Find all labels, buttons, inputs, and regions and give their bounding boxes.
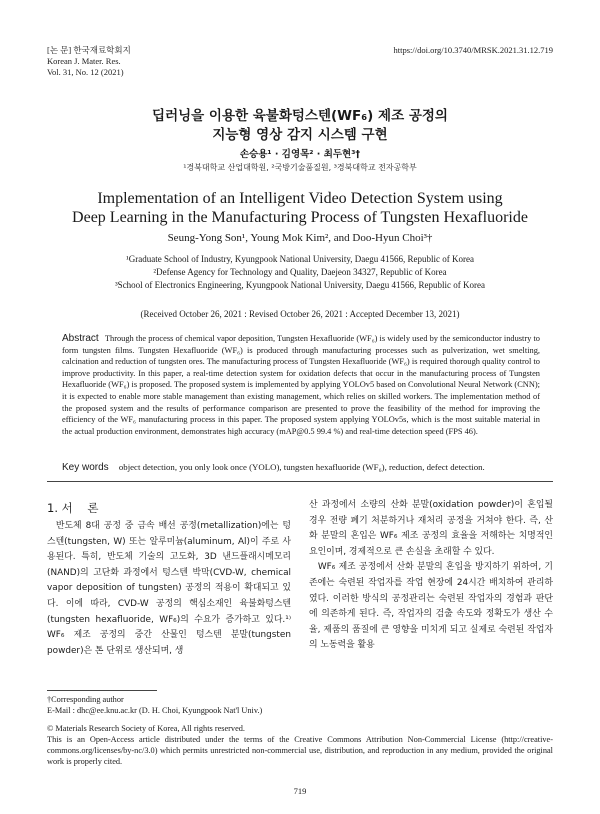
korean-title-line2: 지능형 영상 감지 시스템 구현 (212, 127, 388, 143)
body-paragraph: 반도체 8대 공정 중 금속 배선 공정(metallization)에는 텅스텐(tungsten, W) 또는 알루미늄(aluminum, Al)이 주로 사용된다. 특히, 반도체 기술의 고도화, 3D 낸드플래시메모리(NAND)의 고단화 과정에서 텅스텐 박막(CVD-W, chemical vapor deposition of tungsten) 공정의 적용이 확대되고 있다. 이에 따라, CVD-W 공정의 핵심소재인 육불화텅스텐(tungsten hexafluoride, WF₆)의 수요가 증가하고 있다.¹⁾ WF₆ 제조 공정의 중간 산물인 텅스텐 분말(tungsten powder)은 톤 단위로 생산되며, 생 (47, 521, 291, 656)
footnote (47, 694, 262, 716)
copyright-notice (47, 723, 553, 767)
english-affiliation-2: ²Defense Agency for Technology and Quality, Daejeon 34327, Republic of Korea (153, 267, 447, 277)
journal-volume: Vol. 31, No. 12 (2021) (47, 67, 124, 77)
english-affiliation-3: ³School of Electronics Engineering, Kyungpook National University, Daegu 41566, Republic of Korea (114, 280, 486, 290)
body-paragraph: WF₆ 제조 공정에서 산화 분말의 혼입을 방지하기 위하여, 기존에는 숙련된 작업자를 작업 현장에 24시간 배치하여 관리하였다. 이러한 방식의 공정관리는 숙련된 작업자의 경험과 판단에 의존하게 된다. 즉, 작업자의 검출 속도와 정확도가 생산 수율, 제품의 품질에 큰 영향을 미치게 되고 실제로 숙련된 작업자의 노동력을 활용 (309, 562, 553, 651)
doi-link[interactable]: https://doi.org/10.3740/MRSK.2021.31.12.719 (393, 45, 553, 55)
keywords-heading: Key words (62, 462, 109, 473)
body-column-left (47, 519, 291, 659)
footnote-divider (47, 690, 157, 691)
body-column-right (309, 498, 553, 654)
license-text: This is an Open-Access article distributed under the terms of the Creative Commons Attribution Non-Commercial License (http://creative-commons.org/licenses/by-nc/3.0) which permits unrestricted non-commercial use, distribution, and reproduction in any medium, provided the original work is properly cited. (47, 735, 553, 766)
body-paragraph: 산 과정에서 소량의 산화 분말(oxidation powder)이 혼입될 경우 전량 폐기 처분하거나 재처리 공정을 거쳐야 한다. 즉, 산화 분말의 혼입은 WF₆ 제조 공정의 효율을 저해하는 치명적인 요인이며, 경제적으로 큰 손실을 초래할 수 있다. (309, 500, 553, 557)
korean-affiliations: ¹경북대학교 산업대학원, ²국방기술품질원, ³경북대학교 전자공학부 (183, 163, 417, 172)
author-email: E-Mail : dhc@ee.knu.ac.kr (D. H. Choi, Kyungpook Nat'l Univ.) (47, 706, 263, 715)
abstract-heading: Abstract (62, 333, 99, 344)
keywords-text: object detection, you only look once (YOLO), tungsten hexafluoride (WF₆), reduction, defect detection. (118, 462, 485, 472)
page-number: 719 (293, 786, 307, 796)
section-heading: 1. 서 론 (47, 501, 99, 515)
english-authors: Seung-Yong Son¹, Young Mok Kim², and Doo-Hyun Choi³† (167, 232, 433, 244)
korean-title-line1: 딥러닝을 이용한 육불화텅스텐(WF₆) 제조 공정의 (152, 108, 448, 124)
abstract-text: Through the process of chemical vapor deposition, Tungsten Hexafluoride (WF₆) is widely used by the semiconductor industry to form tungsten films. Tungsten Hexafluoride (WF₆) is produced through manufacturing processes such as pulverization, wet smelting, calcination and reduction of tungsten ores. The manufacturing process of Tungsten Hexafluoride (WF₆) is required thorough quality control to improve productivity. In this paper, a real-time detection system for oxidation defects that occur in the manufacturing process of Tungsten Hexafluoride (WF₆) is proposed. The proposed system is implemented by applying YOLOv5 based on Convolutional Neural Network (CNN); it is expected to enable more stable management than existing management, which relies on skilled workers. The implementation method of the proposed system and the results of performance comparison are presented to prove the feasibility of the method for improving the efficiency of the WF₆ manufacturing process in this paper. The proposed system applying YOLOv5s, which is the most suitable material in the actual production environment, demonstrates high accuracy (mAP@0.5 99.4 %) and real-time detection speed (FPS 46). (62, 334, 540, 436)
journal-header (47, 45, 131, 78)
english-title-line2: Deep Learning in the Manufacturing Process of Tungsten Hexafluoride (72, 209, 528, 226)
journal-name-english: Korean J. Mater. Res. (47, 56, 121, 66)
english-title-line1: Implementation of an Intelligent Video Detection System using (97, 190, 503, 207)
section-divider (47, 481, 553, 482)
received-dates: (Received October 26, 2021 : Revised October 26, 2021 : Accepted December 13, 2021) (140, 309, 460, 319)
corresponding-author: †Corresponding author (47, 695, 124, 704)
korean-authors: 손승용¹ · 김영목² · 최두현³† (239, 149, 361, 160)
keywords (62, 462, 540, 473)
english-affiliation-1: ¹Graduate School of Industry, Kyungpook National University, Daegu 41566, Republic of Korea (126, 254, 474, 264)
abstract (62, 333, 540, 437)
journal-name-korean: [논 문] 한국재료학회지 (47, 45, 131, 55)
copyright-line: © Materials Research Society of Korea, All rights reserved. (47, 724, 245, 733)
